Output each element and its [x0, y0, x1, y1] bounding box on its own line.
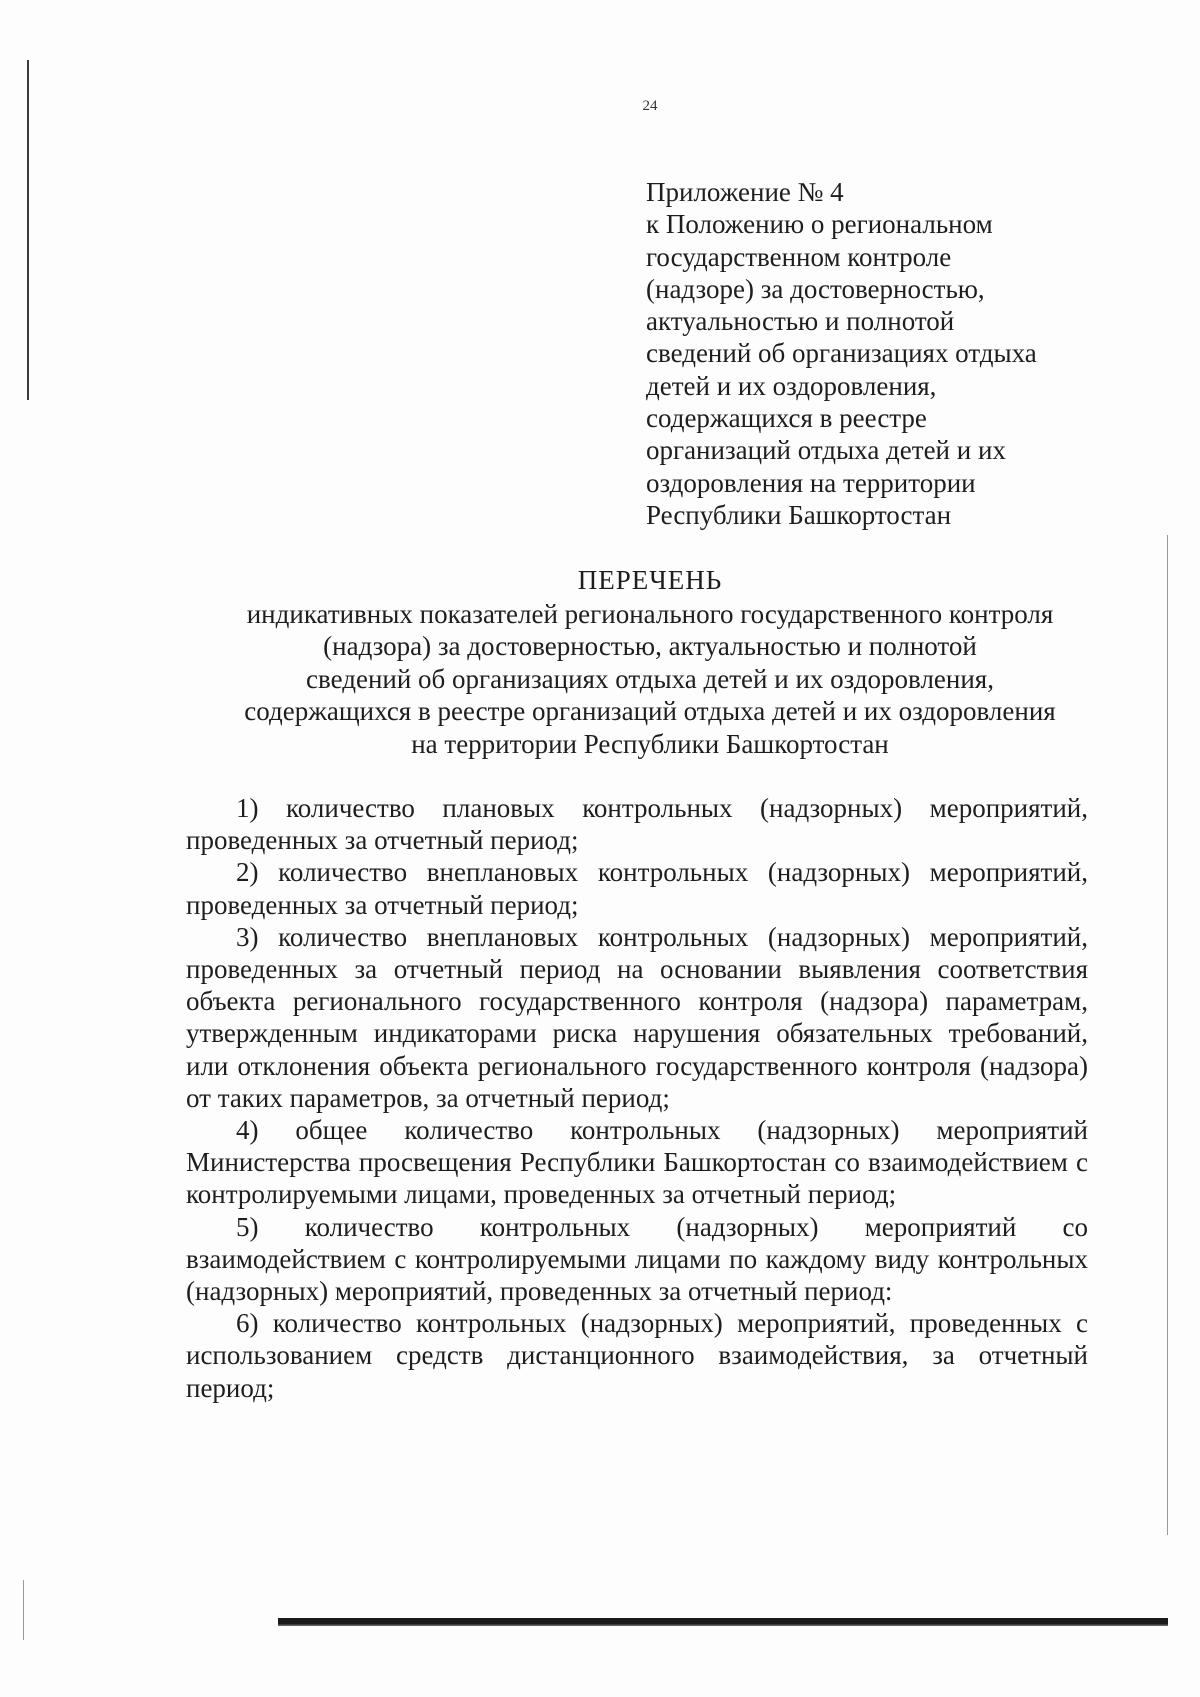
appendix-line: детей и их оздоровления, — [646, 370, 937, 401]
appendix-line: актуальностью и полнотой — [646, 306, 955, 337]
appendix-line: (надзоре) за достоверностью, — [646, 273, 985, 304]
appendix-line: государственном контроле — [646, 241, 952, 272]
title-heading: ПЕРЕЧЕНЬ — [577, 565, 723, 595]
title-line: содержащихся в реестре организаций отдыха детей и их оздоровления — [244, 696, 1056, 726]
list-item: 3) количество внеплановых контрольных (надзорных) мероприятий, проведенных за отчетный период на основании выявления соответствия объекта регионального государственного контроля (надзора) параметрам, утвержденным индикаторами риска нарушения обязательных требований, или отклонения объекта регионального государственного контроля (надзора) от таких параметров, за отчетный период; — [186, 921, 1088, 1113]
list-item: 1) количество плановых контрольных (надзорных) мероприятий, проведенных за отчетный период; — [186, 793, 1088, 856]
appendix-reference — [646, 176, 1116, 531]
appendix-line: Республики Башкортостан — [646, 499, 952, 530]
appendix-line: организаций отдыха детей и их — [646, 435, 1006, 466]
page-number: 24 — [642, 98, 658, 114]
list-item: 4) общее количество контрольных (надзорных) мероприятий Министерства просвещения Республики Башкортостан со взаимодействием с контролируемыми лицами, проведенных за отчетный период; — [186, 1115, 1088, 1210]
appendix-line: оздоровления на территории — [646, 467, 976, 498]
document-title — [120, 564, 1180, 760]
list-item: 6) количество контрольных (надзорных) мероприятий, проведенных с использованием средств дистанционного взаимодействия, за отчетный период; — [186, 1308, 1088, 1403]
scan-edge-line — [23, 1580, 24, 1640]
title-line: на территории Республики Башкортостан — [411, 728, 889, 759]
title-line: (надзора) за достоверностью, актуальностью и полнотой — [323, 631, 977, 661]
scan-bottom-bar — [278, 1618, 1168, 1626]
appendix-line: Приложение № 4 — [646, 177, 844, 207]
list-item: 2) количество внеплановых контрольных (надзорных) мероприятий, проведенных за отчетный период; — [186, 857, 1088, 920]
appendix-line: к Положению о региональном — [646, 209, 993, 240]
appendix-line: содержащихся в реестре — [646, 403, 927, 434]
indicator-list — [186, 792, 1088, 1404]
appendix-line: сведений об организациях отдыха — [646, 338, 1037, 369]
title-line: сведений об организациях отдыха детей и их оздоровления, — [306, 663, 994, 694]
list-item: 5) количество контрольных (надзорных) мероприятий со взаимодействием с контролируемыми лицами по каждому виду контрольных (надзорных) мероприятий, проведенных за отчетный период: — [186, 1211, 1088, 1307]
title-line: индикативных показателей регионального государственного контроля — [246, 598, 1054, 629]
